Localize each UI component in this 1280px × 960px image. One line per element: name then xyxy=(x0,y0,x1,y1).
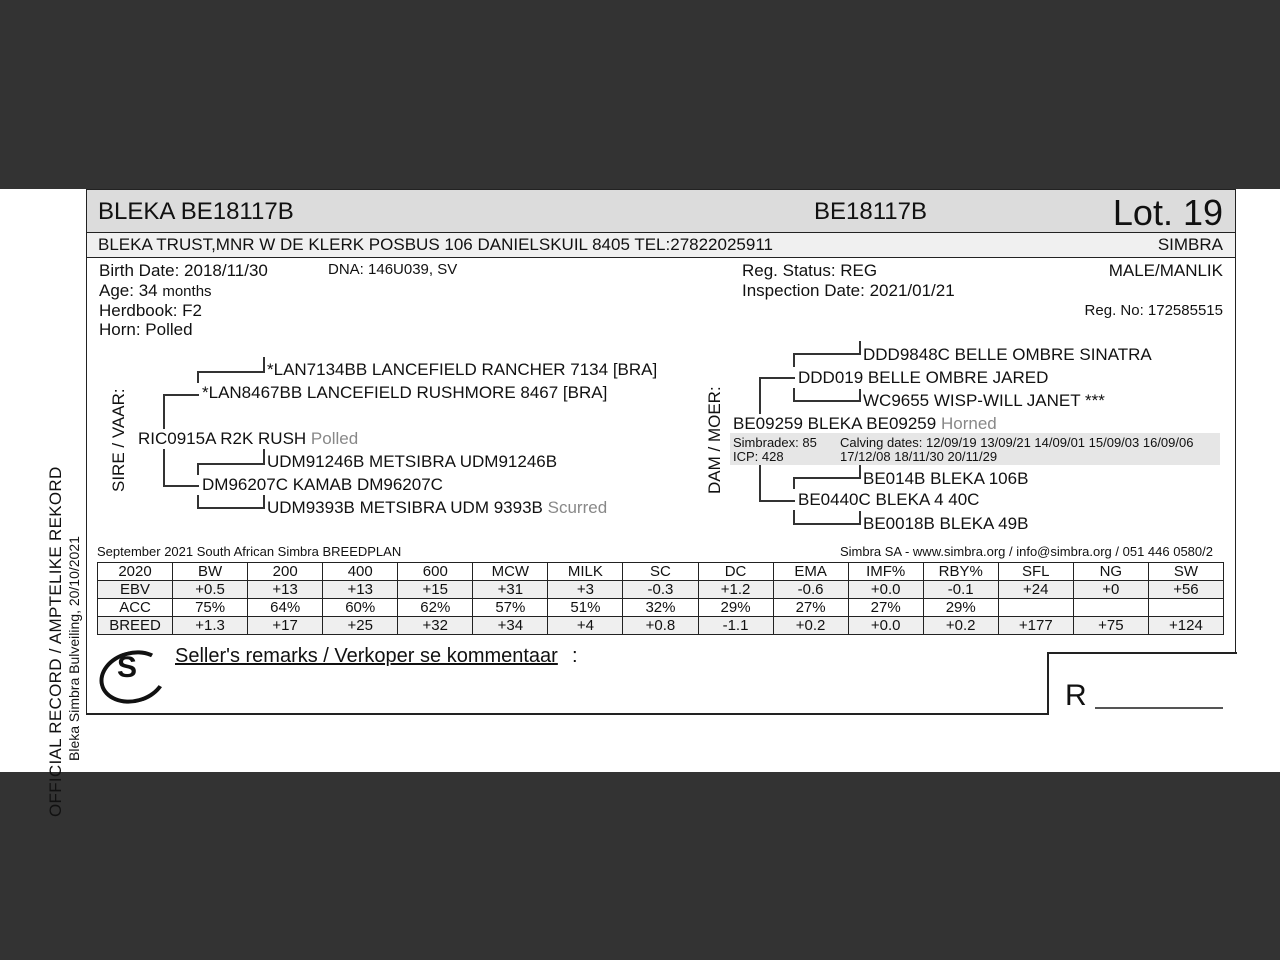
ebv-cell xyxy=(1148,599,1223,617)
ebv-cell: +17 xyxy=(248,617,323,635)
tree-line xyxy=(163,485,199,487)
ebv-cell: MCW xyxy=(473,563,548,581)
ebv-cell: +34 xyxy=(473,617,548,635)
price-entry-line[interactable] xyxy=(1095,707,1223,709)
ebv-cell: +24 xyxy=(998,581,1073,599)
tree-line xyxy=(263,357,265,373)
ebv-cell: 27% xyxy=(773,599,848,617)
ebv-cell: 200 xyxy=(248,563,323,581)
card-bottom-border xyxy=(87,713,1047,715)
ebv-cell: -0.1 xyxy=(923,581,998,599)
tree-line xyxy=(197,463,263,465)
price-box-border xyxy=(1047,652,1237,654)
ebv-cell xyxy=(1073,599,1148,617)
animal-name: BLEKA BE18117B xyxy=(98,198,294,225)
dam-label: DAM / MOER: xyxy=(705,386,724,494)
owner-bar xyxy=(87,233,1235,258)
owner-details: BLEKA TRUST,MNR W DE KLERK POSBUS 106 DANIELSKUIL 8405 TEL:27822025911 xyxy=(98,235,773,254)
breed-row xyxy=(98,617,1224,635)
ebv-cell: +31 xyxy=(473,581,548,599)
ebv-cell: BW xyxy=(173,563,248,581)
tree-line xyxy=(859,341,861,355)
tree-line xyxy=(759,377,761,414)
ebv-cell: 29% xyxy=(698,599,773,617)
tree-line xyxy=(197,371,199,383)
tree-line xyxy=(793,353,859,355)
ebv-cell: 51% xyxy=(548,599,623,617)
simbradex: Simbradex: 85 xyxy=(733,435,817,450)
tree-line xyxy=(163,449,165,485)
ebv-cell: 27% xyxy=(848,599,923,617)
seller-remarks-label: Seller's remarks / Verkoper se kommentaar xyxy=(175,645,558,667)
sire-name: RIC0915A R2K RUSH Polled xyxy=(138,429,359,448)
icp: ICP: 428 xyxy=(733,449,784,464)
ebv-cell: DC xyxy=(698,563,773,581)
ebv-cell: 75% xyxy=(173,599,248,617)
inspection-date: Inspection Date: 2021/01/21 xyxy=(742,281,955,300)
lot-number: Lot. 19 xyxy=(1112,192,1223,233)
horn-status: Horn: Polled xyxy=(99,320,193,339)
sire-sire-dam: UDM91246B METSIBRA UDM91246B xyxy=(267,452,558,471)
tree-line xyxy=(759,377,795,379)
ebv-cell: +56 xyxy=(1148,581,1223,599)
ebv-cell: 57% xyxy=(473,599,548,617)
ebv-cell: +32 xyxy=(398,617,473,635)
ebv-cell: 62% xyxy=(398,599,473,617)
dam-name: BE09259 BLEKA BE09259 Horned xyxy=(733,414,997,433)
tree-line xyxy=(859,465,861,479)
age xyxy=(99,281,212,301)
sire-sire: *LAN8467BB LANCEFIELD RUSHMORE 8467 [BRA] xyxy=(202,383,608,402)
ebv-cell: +0.5 xyxy=(173,581,248,599)
calving-dates-1: Calving dates: 12/09/19 13/09/21 14/09/01 15/09/03 16/09/06 xyxy=(840,435,1194,450)
ebv-cell: SFL xyxy=(998,563,1073,581)
ebv-cell: -1.1 xyxy=(698,617,773,635)
tree-line xyxy=(859,389,861,402)
dam-dam-sire: BE014B BLEKA 106B xyxy=(863,469,1029,488)
ebv-cell: +0.8 xyxy=(623,617,698,635)
ebv-cell: RBY% xyxy=(923,563,998,581)
ebv-table xyxy=(97,562,1224,635)
dam-sire-sire: DDD9848C BELLE OMBRE SINATRA xyxy=(863,345,1152,364)
ebv-cell: +0.2 xyxy=(773,617,848,635)
tree-line xyxy=(859,511,861,525)
ebv-cell: 400 xyxy=(323,563,398,581)
logo-letter: S xyxy=(117,651,138,684)
sire-dam-dam-horn: Scurred xyxy=(547,498,608,517)
lot-card xyxy=(86,189,1236,715)
ebv-cell: +1.3 xyxy=(173,617,248,635)
ebv-header-row xyxy=(98,563,1224,581)
reg-status: Reg. Status: REG xyxy=(742,261,878,280)
ebv-cell: +3 xyxy=(548,581,623,599)
ebv-cell: +0.2 xyxy=(923,617,998,635)
reg-number: Reg. No: 172585515 xyxy=(1084,302,1223,319)
tree-line xyxy=(793,477,795,489)
ebv-cell: +0.0 xyxy=(848,617,923,635)
ebv-cell: IMF% xyxy=(848,563,923,581)
tree-line xyxy=(793,388,795,400)
tree-line xyxy=(793,510,795,523)
tree-line xyxy=(793,477,859,479)
dam-sire: DDD019 BELLE OMBRE JARED xyxy=(798,368,1049,387)
ebv-cell: +13 xyxy=(323,581,398,599)
ebv-cell: EMA xyxy=(773,563,848,581)
sire-sire-sire: *LAN7134BB LANCEFIELD RANCHER 7134 [BRA] xyxy=(267,360,658,379)
sex: MALE/MANLIK xyxy=(1108,261,1223,280)
ebv-cell: NG xyxy=(1073,563,1148,581)
dam-dam: BE0440C BLEKA 4 40C xyxy=(798,490,980,509)
ebv-cell: 2020 xyxy=(98,563,173,581)
tree-line xyxy=(793,400,859,402)
ebv-cell: 600 xyxy=(398,563,473,581)
dam-horn: Horned xyxy=(940,414,997,433)
dna-info: DNA: 146U039, SV xyxy=(328,261,458,278)
ebv-cell: BREED xyxy=(98,617,173,635)
tree-line xyxy=(263,495,265,509)
dam-sire-dam: WC9655 WISP-WILL JANET *** xyxy=(863,391,1105,410)
ebv-cell: +0 xyxy=(1073,581,1148,599)
ebv-cell: SC xyxy=(623,563,698,581)
animal-reg-id: BE18117B xyxy=(814,198,927,225)
ebv-cell: SW xyxy=(1148,563,1223,581)
ebv-cell: MILK xyxy=(548,563,623,581)
breedplan-title: September 2021 South African Simbra BREEDPLAN xyxy=(97,544,402,559)
sire-label: SIRE / VAAR: xyxy=(109,388,128,492)
ebv-cell: +124 xyxy=(1148,617,1223,635)
ebv-cell: +15 xyxy=(398,581,473,599)
tree-line xyxy=(197,507,263,509)
dam-dam-dam: BE0018B BLEKA 49B xyxy=(863,514,1029,533)
age-unit: months xyxy=(162,283,212,300)
ebv-cell: +1.2 xyxy=(698,581,773,599)
price-label: R xyxy=(1065,679,1087,712)
tree-line xyxy=(197,371,263,373)
age-value: Age: 34 xyxy=(99,281,158,300)
ebv-cell: EBV xyxy=(98,581,173,599)
ebv-cell: +75 xyxy=(1073,617,1148,635)
remarks-colon: : xyxy=(572,645,578,667)
sire-horn: Polled xyxy=(310,429,359,448)
tree-line xyxy=(793,523,859,525)
ebv-cell: 64% xyxy=(248,599,323,617)
ebv-cell: +25 xyxy=(323,617,398,635)
ebv-cell xyxy=(998,599,1073,617)
ebv-cell: +13 xyxy=(248,581,323,599)
ebv-cell: 60% xyxy=(323,599,398,617)
tree-line xyxy=(759,465,761,500)
tree-line xyxy=(793,353,795,367)
breedplan-contact: Simbra SA - www.simbra.org / info@simbra.org / 051 446 0580/2 xyxy=(839,544,1213,559)
tree-line xyxy=(759,500,795,502)
ebv-cell: +0.0 xyxy=(848,581,923,599)
tree-line xyxy=(263,449,265,465)
ebv-cell: ACC xyxy=(98,599,173,617)
tree-line xyxy=(197,463,199,475)
acc-row xyxy=(98,599,1224,617)
tree-line xyxy=(163,394,165,429)
auction-label: Bleka Simbra Bulveiling, 20/10/2021 xyxy=(66,536,82,761)
sire-dam: DM96207C KAMAB DM96207C xyxy=(202,475,443,494)
herdbook: Herdbook: F2 xyxy=(99,301,202,320)
ebv-cell: -0.3 xyxy=(623,581,698,599)
tree-line xyxy=(197,495,199,507)
official-record-label: OFFICIAL RECORD / AMPTELIKE REKORD xyxy=(46,466,65,817)
birth-date: Birth Date: 2018/11/30 xyxy=(99,261,268,280)
calving-dates-2: 17/12/08 18/11/30 20/11/29 xyxy=(840,449,998,464)
breed-name: SIMBRA xyxy=(1157,235,1223,254)
price-box-border xyxy=(1047,652,1049,715)
ebv-row xyxy=(98,581,1224,599)
tree-line xyxy=(163,394,199,396)
ebv-cell: +177 xyxy=(998,617,1073,635)
catalogue-page xyxy=(0,189,1280,817)
lot-header xyxy=(87,189,1235,233)
calving-box xyxy=(730,433,1220,465)
sire-dam-dam: UDM9393B METSIBRA UDM 9393B Scurred xyxy=(267,498,608,517)
ebv-cell: -0.6 xyxy=(773,581,848,599)
ebv-cell: +4 xyxy=(548,617,623,635)
ebv-cell: 32% xyxy=(623,599,698,617)
ebv-cell: 29% xyxy=(923,599,998,617)
